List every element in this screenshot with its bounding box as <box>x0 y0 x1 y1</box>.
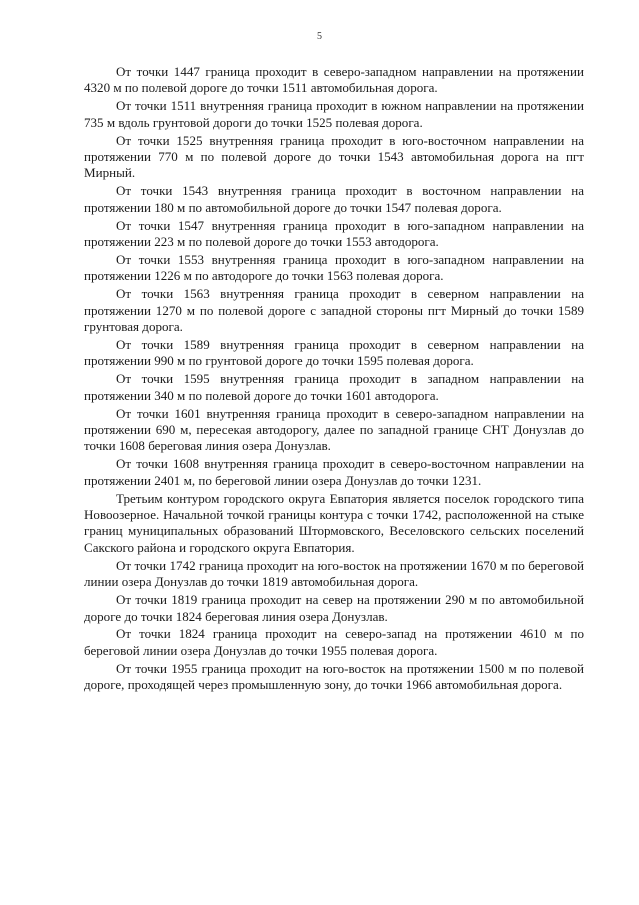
paragraph: От точки 1563 внутренняя граница проходит в северном направлении на протяжении 1270 м по полевой дороге с западной стороны пгт Мирный до точки 1589 грунтовая дорога. <box>84 286 584 335</box>
paragraph: От точки 1819 граница проходит на север на протяжении 290 м по автомобильной дороге до точки 1824 береговая линия озера Донузлав. <box>84 592 584 624</box>
paragraph: От точки 1742 граница проходит на юго-восток на протяжении 1670 м по береговой линии озера Донузлав до точки 1819 автомобильная дорога. <box>84 557 584 590</box>
paragraph: От точки 1595 внутренняя граница проходит в западном направлении на протяжении 340 м по полевой дороге до точки 1601 автодорога. <box>84 371 584 403</box>
paragraph: От точки 1824 граница проходит на северо-запад на протяжении 4610 м по береговой линии озера Донузлав до точки 1955 полевая дорога. <box>84 626 584 658</box>
paragraph: От точки 1511 внутренняя граница проходит в южном направлении на протяжении 735 м вдоль грунтовой дороги до точки 1525 полевая дорога. <box>84 98 584 130</box>
paragraph: От точки 1547 внутренняя граница проходит в юго-западном направлении на протяжении 223 м по полевой дороге до точки 1553 автодорога. <box>84 217 584 250</box>
paragraph: Третьим контуром городского округа Евпатория является поселок городского типа Новоозерное. Начальной точкой границы контура с точки 1742, расположенной на стыке границ муниципальных образований Штормовского, Веселовского сельских поселений Сакского района и городского округа Евпатория. <box>84 490 584 555</box>
paragraph: От точки 1955 граница проходит на юго-восток на протяжении 1500 м по полевой дороге, проходящей через промышленную зону, до точки 1966 автомобильная дорога. <box>84 660 584 693</box>
paragraph: От точки 1608 внутренняя граница проходит в северо-восточном направлении на протяжении 2401 м, по береговой линии озера Донузлав до точки 1231. <box>84 456 584 488</box>
page-number: 5 <box>317 31 322 42</box>
paragraph: От точки 1601 внутренняя граница проходит в северо-западном направлении на протяжении 690 м, пересекая автодорогу, далее по западной границе СНТ Донузлав до точки 1608 береговая линия озера Донузлав. <box>84 405 584 454</box>
document-body <box>84 64 584 695</box>
paragraph: От точки 1589 внутренняя граница проходит в северном направлении на протяжении 990 м по грунтовой дороге до точки 1595 полевая дорога. <box>84 337 584 369</box>
paragraph: От точки 1447 граница проходит в северо-западном направлении на протяжении 4320 м по полевой дороге до точки 1511 автомобильная дорога. <box>84 64 584 96</box>
paragraph: От точки 1543 внутренняя граница проходит в восточном направлении на протяжении 180 м по автомобильной дороге до точки 1547 полевая дорога. <box>84 183 584 215</box>
paragraph: От точки 1525 внутренняя граница проходит в юго-восточном направлении на протяжении 770 м по полевой дороге до точки 1543 автомобильная дорога на пгт Мирный. <box>84 132 584 181</box>
paragraph: От точки 1553 внутренняя граница проходит в юго-западном направлении на протяжении 1226 м по автодороге до точки 1563 полевая дорога. <box>84 251 584 284</box>
